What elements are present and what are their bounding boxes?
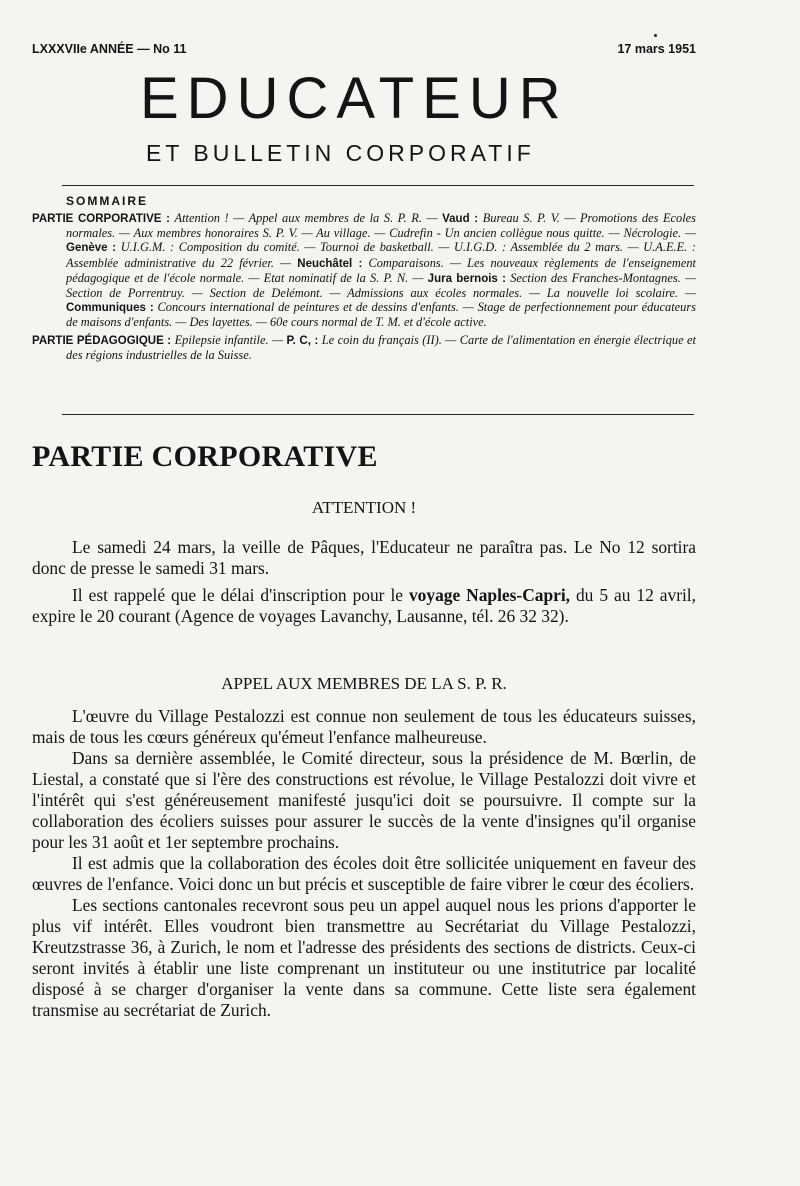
toc-text: Comparaisons. — Les nouveaux règlements de l'enseignement pédagogique et de l'école normale. — Etat nominatif de la S. P. N. — — [66, 255, 696, 285]
toc-vaud-label: Vaud : — [442, 213, 479, 225]
table-of-contents — [32, 211, 696, 362]
toc-text: Attention ! — Appel aux membres de la S. P. R. — — [174, 211, 438, 225]
paragraph: Il est admis que la collaboration des écoles doit être sollicitée uniquement en faveur des œuvres de l'enfance. Voici donc un but précis et susceptible de faire vibrer le cœur des écoliers. — [32, 853, 696, 894]
toc-pedagogique-label: PARTIE PÉDAGOGIQUE : — [32, 334, 172, 347]
toc-text: Section des Franches-Montagnes. — Section de Porrentruy. — Section de Delémont. — Admissions aux écoles normales. — La nouvelle loi scolaire. — — [66, 270, 696, 301]
paragraph: Le samedi 24 mars, la veille de Pâques, l'Educateur ne paraîtra pas. Le No 12 sortira donc de presse le samedi 31 mars. — [32, 537, 696, 578]
toc-corporative — [32, 211, 696, 330]
toc-text: Epilepsie infantile. — — [174, 332, 284, 347]
toc-text: Concours international de peintures et de dessins d'enfants. — Stage de perfectionnement pour éducateurs de maisons d'enfants. — Des layettes. — 60e cours normal de T. M. et d'école active. — [66, 300, 697, 330]
masthead-line — [32, 42, 696, 56]
toc-pc-label: P. C, : — [286, 334, 319, 347]
section-heading: PARTIE CORPORATIVE — [32, 440, 378, 473]
toc-jura-label: Jura bernois : — [427, 272, 506, 285]
journal-subtitle: ET BULLETIN CORPORATIF — [146, 140, 535, 166]
toc-communiques-label: Communiques : — [66, 302, 154, 315]
toc-neuchatel-label: Neuchâtel : — [297, 257, 363, 270]
attention-body — [32, 537, 696, 627]
attention-heading: ATTENTION ! — [311, 498, 417, 517]
toc-geneve-label: Genève : — [66, 242, 117, 255]
toc-text: Bureau S. P. V. — Promotions des Ecoles normales. — Aux membres honoraires S. P. V. — Au village. — Cudrefin - Un ancien collègue nous quitte. — Nécrologie. — — [66, 211, 697, 241]
issue-number: LXXXVIIe ANNÉE — No 11 — [32, 42, 187, 56]
print-speck — [654, 34, 657, 37]
text-bold: voyage Naples-Capri, — [408, 585, 571, 605]
toc-text: U.I.G.M. : Composition du comité. — Tournoi de basketball. — U.I.G.D. : Assemblée du 2 mars. — U.A.E.E. : Assemblée administrative du 22 février. — — [66, 240, 697, 270]
text-run: du 5 au 12 avril, expire le 20 courant (Agence de voyages Lavanchy, Lausanne, tél. 26 32 32). — [32, 585, 696, 626]
toc-corporative-label: PARTIE CORPORATIVE : — [32, 213, 170, 225]
paragraph: Dans sa dernière assemblée, le Comité directeur, sous la présidence de M. Bœrlin, de Liestal, a constaté que si l'ère des constructions est révolue, le Village Pestalozzi doit vivre et l'intérêt qui s'est généreusement manifesté jusqu'ici doit se poursuivre. Il compte sur la collaboration des écoliers suisses pour assurer le succès de la vente d'insignes qu'il organise pour les 31 août et 1er septembre prochains. — [32, 748, 696, 852]
appel-heading: APPEL AUX MEMBRES DE LA S. P. R. — [221, 674, 507, 693]
issue-date: 17 mars 1951 — [617, 42, 696, 56]
sommaire-title: SOMMAIRE — [66, 194, 148, 208]
text-run: Il est rappelé que le délai d'inscription pour le — [72, 585, 409, 605]
toc-pedagogique — [32, 333, 696, 362]
paragraph — [32, 585, 696, 627]
paragraph: Les sections cantonales recevront sous peu un appel auquel nous les prions d'apporter le plus vif intérêt. Elles voudront bien transmettre au Secrétariat du Village Pestalozzi, Kreutzstrasse 36, à Zurich, le nom et l'adresse des présidents des sections de districts. Ceux-ci seront invités à établir une liste comprenant un instituteur ou une institutrice par localité disposé à se charger d'organiser la vente dans sa commune. Cette liste sera également transmise au secrétariat de Zurich. — [32, 895, 696, 1020]
top-rule — [62, 185, 694, 186]
journal-title: EDUCATEUR — [140, 66, 569, 131]
toc-text: Le coin du français (II). — Carte de l'alimentation en énergie électrique et des régions industrielles de la Suisse. — [66, 332, 696, 362]
appel-body — [32, 706, 696, 1021]
paragraph: L'œuvre du Village Pestalozzi est connue non seulement de tous les éducateurs suisses, mais de tous les cœurs généreux qu'émeut l'enfance malheureuse. — [32, 706, 696, 747]
bottom-rule — [62, 414, 694, 415]
